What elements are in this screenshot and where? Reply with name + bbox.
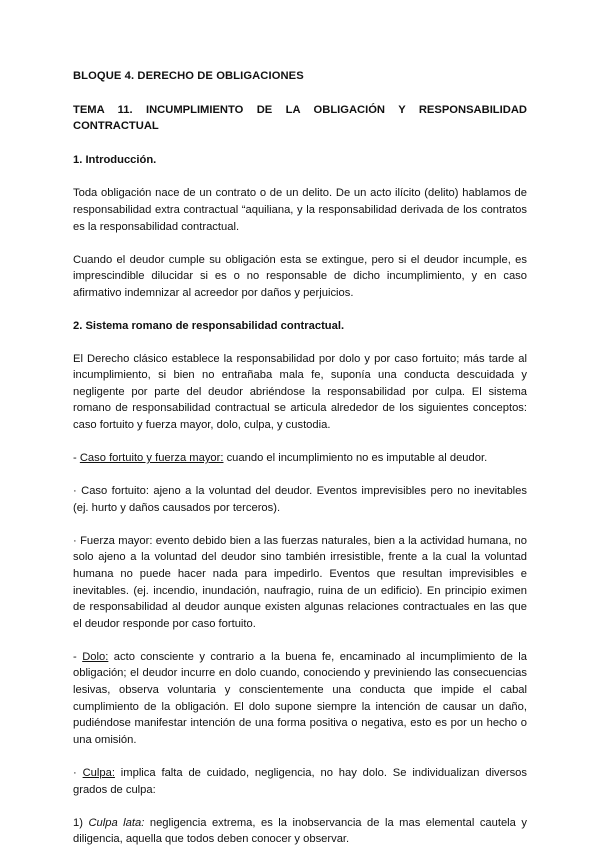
item-text: cuando el incumplimiento no es imputable al deudor. [223, 452, 488, 464]
list-item-culpa [73, 765, 527, 798]
item-term: Culpa: [82, 766, 115, 779]
item-term: Caso fortuito y fuerza mayor: [79, 452, 224, 464]
list-item-caso-fortuito-fuerza-mayor [73, 450, 527, 467]
document-body [73, 68, 527, 864]
paragraph: Cuando el deudor cumple su obligación esta se extingue, pero si el deudor incumple, es imprescindible dilucidar si es o no responsable de dicho incumplimiento, y en caso afirmativo indemnizar al acreedor por daños y perjuicios. [73, 253, 527, 299]
item-prefix: - [73, 650, 83, 663]
paragraph: El Derecho clásico establece la responsabilidad por dolo y por caso fortuito; más tarde al incumplimiento, si bien no entrañaba mala fe, suponía una conducta descuidada y negligente por parte del deudor abriéndose la responsabilidad por culpa. El sistema romano de responsabilidad contractual se articula alrededor de los siguientes conceptos: caso fortuito y fuerza mayor, dolo, culpa, y custodia. [73, 352, 527, 431]
item-prefix: - [73, 452, 80, 464]
list-item-fuerza-mayor: · Fuerza mayor: evento debido bien a las fuerzas naturales, bien a la actividad humana, no solo ajeno a la voluntad del deudor sino también irresistible, frente a la cual la voluntad humana no puede hacer nada para impedirlo. Eventos que resultan imprevisibles e inevitables. (ej. incendio, inundación, naufragio, ruina de un edificio). En principio eximen de responsabilidad al deudor aunque existen algunas relaciones contractuales en las que el deudor responde por caso fortuito. [73, 534, 527, 630]
item-text: acto consciente y contrario a la buena fe, encaminado al incumplimiento de la obligación; el deudor incurre en dolo cuando, conociendo y previniendo las consecuencias lesivas, observa voluntaria y conscientemente una conducta que impide el cabal cumplimiento de la obligación. El dolo supone siempre la intención de causar un daño, pudiéndose manifestar intención de una forma positiva o negativa, esto es por un hecho o una omisión. [73, 650, 528, 746]
block-title: BLOQUE 4. DERECHO DE OBLIGACIONES [73, 70, 304, 82]
item-prefix: 1) [73, 816, 89, 829]
section-heading-introduccion: 1. Introducción. [73, 153, 157, 166]
item-term: Dolo: [82, 650, 109, 663]
item-term: Culpa lata: [88, 816, 145, 829]
section-heading-sistema-romano: 2. Sistema romano de responsabilidad contractual. [73, 319, 345, 332]
item-text: implica falta de cuidado, negligencia, no hay dolo. Se individualizan diversos grados de culpa: [73, 766, 527, 796]
topic-title: TEMA 11. INCUMPLIMIENTO DE LA OBLIGACIÓN Y RESPONSABILIDAD CONTRACTUAL [73, 103, 527, 133]
list-item-caso-fortuito: · Caso fortuito: ajeno a la voluntad del deudor. Eventos imprevisibles pero no inevitables (ej. hurto y daños causados por terceros). [73, 485, 527, 514]
item-text: negligencia extrema, es la inobservancia de la mas elemental cautela y diligencia, aquella que todos deben conocer y observar. [73, 816, 527, 846]
list-item-culpa-lata [73, 815, 527, 848]
list-item-dolo [73, 649, 527, 749]
item-prefix: · [73, 766, 83, 779]
paragraph: Toda obligación nace de un contrato o de un delito. De un acto ilícito (delito) hablamos de responsabilidad extra contractual “aquiliana, y la responsabilidad derivada de los contratos es la responsabilidad contractual. [73, 187, 527, 233]
